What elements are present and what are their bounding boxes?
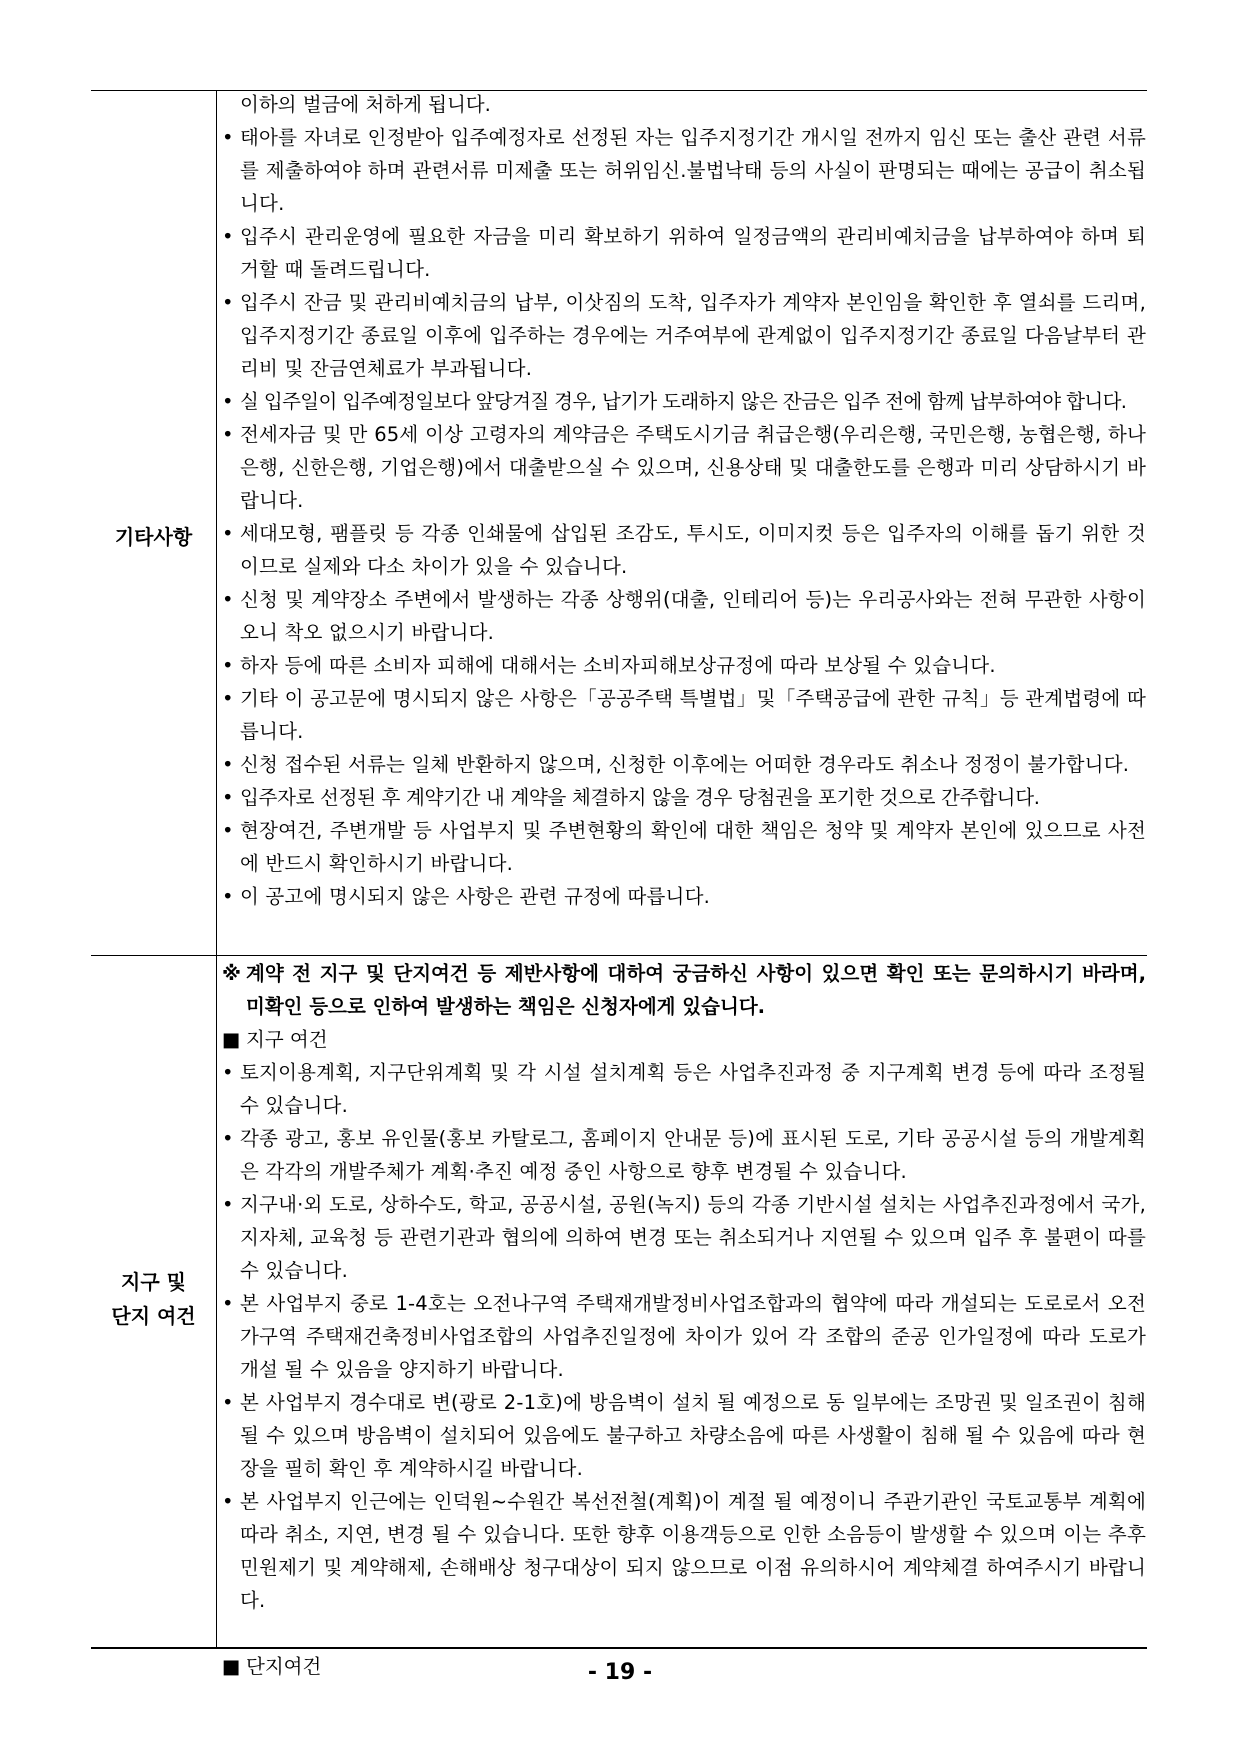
bullet-icon: •: [222, 291, 234, 314]
list-item: • 본 사업부지 중로 1-4호는 오전나구역 주택재개발정비사업조합과의 협약에 따라 개설되는 도로로서 오전가구역 주택재건축정비사업조합의 사업추진일정에 차이가 있어 각 조합의 준공 인가일정에 따라 도로가 개설 될 수 있음을 양지하기 바랍니다.: [216, 1287, 1146, 1386]
bullet-icon: •: [222, 1490, 234, 1513]
bullet-icon: •: [222, 885, 234, 908]
list-item: • 토지이용계획, 지구단위계획 및 각 시설 설치계획 등은 사업추진과정 중 지구계획 변경 등에 따라 조정될 수 있습니다.: [216, 1056, 1146, 1122]
bullet-icon: •: [222, 786, 234, 809]
bullet-icon: •: [222, 1061, 234, 1084]
section-body-district: [216, 957, 1146, 1683]
section-body-misc: [216, 88, 1146, 913]
list-item: • 입주시 관리운영에 필요한 자금을 미리 확보하기 위하여 일정금액의 관리비예치금을 납부하여야 하며 퇴거할 때 돌려드립니다.: [216, 220, 1146, 286]
list-item: • 실 입주일이 입주예정일보다 앞당겨질 경우, 납기가 도래하지 않은 잔금은 입주 전에 함께 납부하여야 합니다.: [216, 385, 1146, 418]
list-item: • 세대모형, 팸플릿 등 각종 인쇄물에 삽입된 조감도, 투시도, 이미지컷 등은 입주자의 이해를 돕기 위한 것이므로 실제와 다소 차이가 있을 수 있습니다.: [216, 517, 1146, 583]
bullet-icon: •: [222, 687, 234, 710]
list-item: • 태아를 자녀로 인정받아 입주예정자로 선정된 자는 입주지정기간 개시일 전까지 임신 또는 출산 관련 서류를 제출하여야 하며 관련서류 미제출 또는 허위임신.불법낙태 등의 사실이 판명되는 때에는 공급이 취소됩니다.: [216, 121, 1146, 220]
list-item: • 입주자로 선정된 후 계약기간 내 계약을 체결하지 않을 경우 당첨권을 포기한 것으로 간주합니다.: [216, 781, 1146, 814]
bullet-icon: •: [222, 390, 233, 413]
page-number: - 19 -: [587, 1660, 653, 1685]
bullet-icon: •: [222, 423, 234, 446]
bullet-icon: •: [222, 126, 234, 149]
square-bullet-icon: ■: [222, 1655, 241, 1678]
list-item: • 본 사업부지 경수대로 변(광로 2-1호)에 방음벽이 설치 될 예정으로 동 일부에는 조망권 및 일조권이 침해될 수 있으며 방음벽이 설치되어 있음에도 불구하고 차량소음에 따른 사생활이 침해 될 수 있음에 따라 현장을 필히 확인 후 계약하시길 바랍니다.: [216, 1386, 1146, 1485]
section-header-misc: 기타사항: [114, 525, 193, 549]
list-item: • 기타 이 공고문에 명시되지 않은 사항은「공공주택 특별법」및「주택공급에 관한 규칙」등 관계법령에 따릅니다.: [216, 682, 1146, 748]
section-divider: [91, 955, 1147, 956]
spacer: [216, 1617, 1146, 1650]
bullet-icon: •: [222, 225, 234, 248]
list-item: • 입주시 잔금 및 관리비예치금의 납부, 이삿짐의 도착, 입주자가 계약자 본인임을 확인한 후 열쇠를 드리며, 입주지정기간 종료일 이후에 입주하는 경우에는 거주여부에 관계없이 입주지정기간 종료일 다음날부터 관리비 및 잔금연체료가 부과됩니다.: [216, 286, 1146, 385]
list-item: • 전세자금 및 만 65세 이상 고령자의 계약금은 주택도시기금 취급은행(우리은행, 국민은행, 농협은행, 하나은행, 신한은행, 기업은행)에서 대출받으실 수 있으며, 신용상태 및 대출한도를 은행과 미리 상담하시기 바랍니다.: [216, 418, 1146, 517]
list-item: • 신청 접수된 서류는 일체 반환하지 않으며, 신청한 이후에는 어떠한 경우라도 취소나 정정이 불가합니다.: [216, 748, 1146, 781]
bullet-icon: •: [222, 1127, 234, 1150]
section-header-district: 지구 및 단지 여건: [111, 1270, 196, 1328]
subsection-title-district: ■ 지구 여건: [216, 1023, 1146, 1056]
list-item: • 이 공고에 명시되지 않은 사항은 관련 규정에 따릅니다.: [216, 880, 1146, 913]
list-item: • 신청 및 계약장소 주변에서 발생하는 각종 상행위(대출, 인테리어 등)는 우리공사와는 전혀 무관한 사항이오니 착오 없으시기 바랍니다.: [216, 583, 1146, 649]
bullet-icon: •: [222, 1292, 234, 1315]
list-item: • 하자 등에 따른 소비자 피해에 대해서는 소비자피해보상규정에 따라 보상될 수 있습니다.: [216, 649, 1146, 682]
bullet-icon: •: [222, 654, 234, 677]
list-item: • 지구내·외 도로, 상하수도, 학교, 공공시설, 공원(녹지) 등의 각종 기반시설 설치는 사업추진과정에서 국가, 지자체, 교육청 등 관련기관과 협의에 의하여 변경 또는 취소되거나 지연될 수 있으며 입주 후 불편이 따를 수 있습니다.: [216, 1188, 1146, 1287]
subsection-title-complex: ■ 단지여건: [216, 1650, 1146, 1683]
list-item: • 현장여건, 주변개발 등 사업부지 및 주변현황의 확인에 대한 책임은 청약 및 계약자 본인에 있으므로 사전에 반드시 확인하시기 바랍니다.: [216, 814, 1146, 880]
square-bullet-icon: ■: [222, 1028, 241, 1051]
notice-text: ※ 계약 전 지구 및 단지여건 등 제반사항에 대하여 궁금하신 사항이 있으면 확인 또는 문의하시기 바라며, 미확인 등으로 인하여 발생하는 책임은 신청자에게 있습니다.: [216, 957, 1146, 1023]
bullet-icon: •: [222, 1391, 234, 1414]
bullet-icon: •: [222, 819, 234, 842]
bullet-icon: •: [222, 753, 234, 776]
continuation-text: 이하의 벌금에 처하게 됩니다.: [240, 93, 491, 116]
list-item: • 본 사업부지 인근에는 인덕원~수원간 복선전철(계획)이 계절 될 예정이니 주관기관인 국토교통부 계획에 따라 취소, 지연, 변경 될 수 있습니다. 또한 향후 이용객등으로 인한 소음등이 발생할 수 있으며 이는 추후 민원제기 및 계약해제, 손해배상 청구대상이 되지 않으므로 이점 유의하시어 계약체결 하여주시기 바랍니다.: [216, 1485, 1146, 1617]
bullet-icon: •: [222, 588, 234, 611]
reference-mark-icon: ※: [222, 962, 241, 985]
list-item: • 각종 광고, 홍보 유인물(홍보 카탈로그, 홈페이지 안내문 등)에 표시된 도로, 기타 공공시설 등의 개발계획은 각각의 개발주체가 계획·추진 예정 중인 사항으로 향후 변경될 수 있습니다.: [216, 1122, 1146, 1188]
bullet-icon: •: [222, 522, 234, 545]
bullet-icon: •: [222, 1193, 234, 1216]
